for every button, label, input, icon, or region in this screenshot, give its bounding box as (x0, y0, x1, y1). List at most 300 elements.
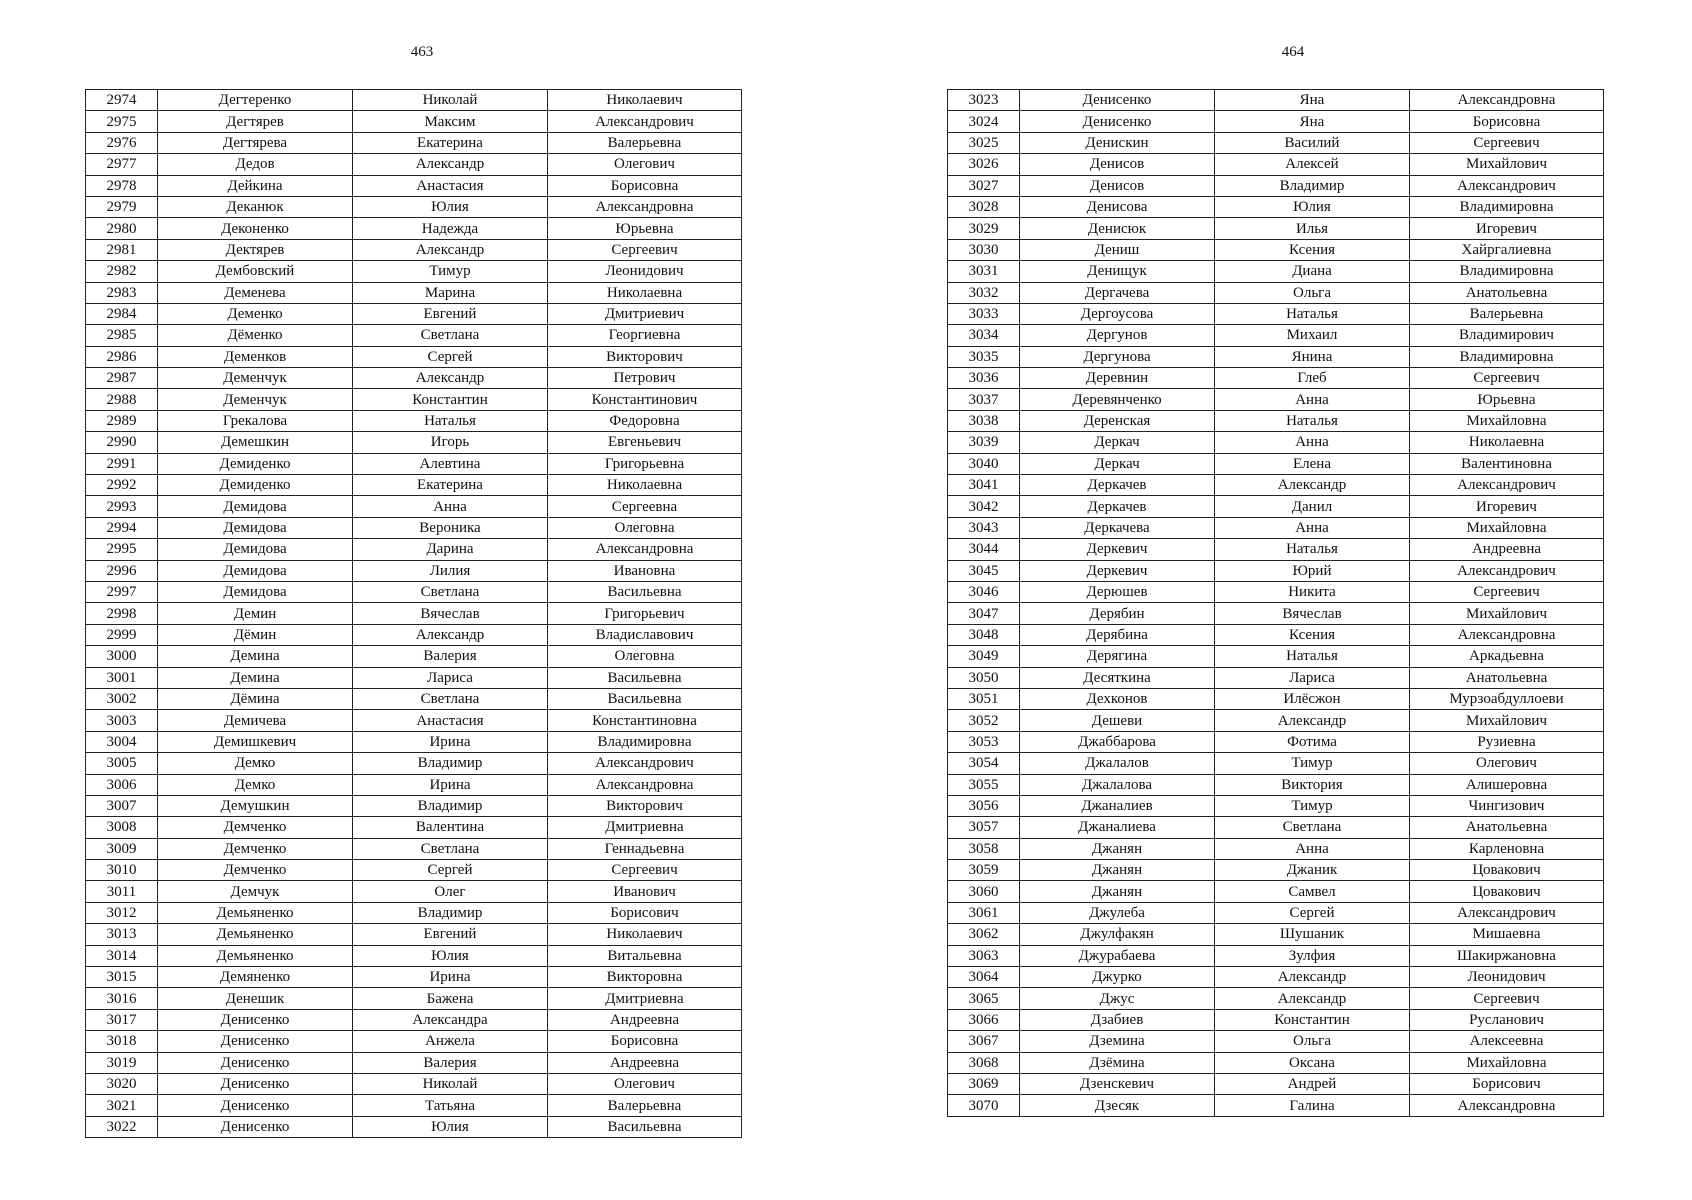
row-number-cell: 3060 (948, 881, 1020, 902)
surname-cell: Дергоусова (1020, 303, 1215, 324)
surname-cell: Дерюшев (1020, 581, 1215, 602)
patronymic-cell: Геннадьевна (548, 838, 742, 859)
row-number-cell: 2979 (86, 196, 158, 217)
surname-cell: Деканюк (158, 196, 353, 217)
patronymic-cell: Чингизович (1410, 795, 1604, 816)
row-number-cell: 3058 (948, 838, 1020, 859)
first-name-cell: Светлана (353, 581, 548, 602)
surname-cell: Джалалов (1020, 753, 1215, 774)
surname-cell: Джаналиева (1020, 817, 1215, 838)
row-number-cell: 3026 (948, 154, 1020, 175)
table-row (86, 154, 742, 175)
row-number-cell: 3023 (948, 90, 1020, 111)
surname-cell: Дехконов (1020, 688, 1215, 709)
first-name-cell: Анастасия (353, 710, 548, 731)
patronymic-cell: Валентиновна (1410, 453, 1604, 474)
surname-cell: Дергунова (1020, 346, 1215, 367)
table-row (86, 282, 742, 303)
table-row (86, 218, 742, 239)
first-name-cell: Сергей (353, 860, 548, 881)
patronymic-cell: Александровна (548, 196, 742, 217)
row-number-cell: 2991 (86, 453, 158, 474)
surname-cell: Деконенко (158, 218, 353, 239)
table-row (948, 175, 1604, 196)
patronymic-cell: Владиславович (548, 624, 742, 645)
first-name-cell: Ирина (353, 731, 548, 752)
row-number-cell: 3000 (86, 646, 158, 667)
first-name-cell: Ольга (1215, 282, 1410, 303)
patronymic-cell: Александрович (1410, 475, 1604, 496)
first-name-cell: Тимур (353, 261, 548, 282)
table-row (948, 560, 1604, 581)
patronymic-cell: Олеговна (548, 517, 742, 538)
table-row (948, 517, 1604, 538)
patronymic-cell: Владимирович (1410, 325, 1604, 346)
surname-cell: Демидова (158, 517, 353, 538)
row-number-cell: 3024 (948, 111, 1020, 132)
patronymic-cell: Федоровна (548, 410, 742, 431)
surname-cell: Дениш (1020, 239, 1215, 260)
table-row (948, 688, 1604, 709)
patronymic-cell: Леонидович (548, 261, 742, 282)
row-number-cell: 2976 (86, 132, 158, 153)
surname-cell: Джаббарова (1020, 731, 1215, 752)
patronymic-cell: Михайлович (1410, 710, 1604, 731)
surname-cell: Деменков (158, 346, 353, 367)
surname-cell: Деревнин (1020, 368, 1215, 389)
table-row (948, 1031, 1604, 1052)
surname-cell: Демченко (158, 817, 353, 838)
row-number-cell: 2996 (86, 560, 158, 581)
patronymic-cell: Сергеевич (1410, 581, 1604, 602)
first-name-cell: Светлана (353, 325, 548, 346)
surname-cell: Грекалова (158, 410, 353, 431)
first-name-cell: Тимур (1215, 753, 1410, 774)
patronymic-cell: Иванович (548, 881, 742, 902)
first-name-cell: Вячеслав (353, 603, 548, 624)
table-row (86, 753, 742, 774)
row-number-cell: 2985 (86, 325, 158, 346)
first-name-cell: Данил (1215, 496, 1410, 517)
patronymic-cell: Олегович (1410, 753, 1604, 774)
patronymic-cell: Цовакович (1410, 881, 1604, 902)
patronymic-cell: Николаевна (548, 282, 742, 303)
surname-cell: Дембовский (158, 261, 353, 282)
patronymic-cell: Дмитриевна (548, 988, 742, 1009)
row-number-cell: 3061 (948, 902, 1020, 923)
surname-cell: Демидова (158, 539, 353, 560)
first-name-cell: Анна (1215, 838, 1410, 859)
surname-cell: Демиденко (158, 453, 353, 474)
surname-cell: Дегтярева (158, 132, 353, 153)
table-row (948, 410, 1604, 431)
row-number-cell: 2992 (86, 475, 158, 496)
patronymic-cell: Алишеровна (1410, 774, 1604, 795)
first-name-cell: Николай (353, 90, 548, 111)
table-row (948, 453, 1604, 474)
surname-cell: Дёменко (158, 325, 353, 346)
table-row (948, 132, 1604, 153)
patronymic-cell: Борисовна (1410, 111, 1604, 132)
row-number-cell: 3050 (948, 667, 1020, 688)
table-row (86, 239, 742, 260)
patronymic-cell: Олегович (548, 1073, 742, 1094)
table-row (948, 368, 1604, 389)
first-name-cell: Ольга (1215, 1031, 1410, 1052)
patronymic-cell: Мурзоабдуллоеви (1410, 688, 1604, 709)
surname-cell: Деркач (1020, 453, 1215, 474)
row-number-cell: 3016 (86, 988, 158, 1009)
surname-cell: Дёмина (158, 688, 353, 709)
row-number-cell: 3022 (86, 1116, 158, 1137)
first-name-cell: Василий (1215, 132, 1410, 153)
surname-cell: Джулеба (1020, 902, 1215, 923)
first-name-cell: Илёсжон (1215, 688, 1410, 709)
patronymic-cell: Дмитриевна (548, 817, 742, 838)
table-row (948, 924, 1604, 945)
patronymic-cell: Сергеевич (1410, 132, 1604, 153)
first-name-cell: Андрей (1215, 1073, 1410, 1094)
first-name-cell: Никита (1215, 581, 1410, 602)
surname-cell: Деркачева (1020, 517, 1215, 538)
patronymic-cell: Борисович (1410, 1073, 1604, 1094)
surname-cell: Дегтярев (158, 111, 353, 132)
first-name-cell: Владимир (353, 902, 548, 923)
first-name-cell: Светлана (1215, 817, 1410, 838)
row-number-cell: 3031 (948, 261, 1020, 282)
table-row (948, 817, 1604, 838)
first-name-cell: Диана (1215, 261, 1410, 282)
surname-cell: Дзесяк (1020, 1095, 1215, 1116)
first-name-cell: Галина (1215, 1095, 1410, 1116)
patronymic-cell: Михайловна (1410, 1052, 1604, 1073)
first-name-cell: Яна (1215, 111, 1410, 132)
patronymic-cell: Васильевна (548, 1116, 742, 1137)
patronymic-cell: Николаевна (548, 475, 742, 496)
patronymic-cell: Аркадьевна (1410, 646, 1604, 667)
row-number-cell: 3004 (86, 731, 158, 752)
table-row (948, 603, 1604, 624)
table-row (86, 667, 742, 688)
patronymic-cell: Петрович (548, 368, 742, 389)
table-row (86, 517, 742, 538)
row-number-cell: 3049 (948, 646, 1020, 667)
surname-cell: Демина (158, 667, 353, 688)
row-number-cell: 2983 (86, 282, 158, 303)
first-name-cell: Марина (353, 282, 548, 303)
patronymic-cell: Алексеевна (1410, 1031, 1604, 1052)
first-name-cell: Самвел (1215, 881, 1410, 902)
first-name-cell: Илья (1215, 218, 1410, 239)
first-name-cell: Александр (353, 624, 548, 645)
row-number-cell: 3037 (948, 389, 1020, 410)
first-name-cell: Александр (1215, 967, 1410, 988)
table-row (948, 967, 1604, 988)
patronymic-cell: Анатольевна (1410, 667, 1604, 688)
surname-cell: Дектярев (158, 239, 353, 260)
surname-cell: Денисенко (158, 1052, 353, 1073)
surname-cell: Деменчук (158, 389, 353, 410)
surname-cell: Дзенскевич (1020, 1073, 1215, 1094)
patronymic-cell: Александровна (1410, 1095, 1604, 1116)
first-name-cell: Анжела (353, 1031, 548, 1052)
table-row (86, 1031, 742, 1052)
table-row (948, 346, 1604, 367)
row-number-cell: 3005 (86, 753, 158, 774)
surname-cell: Деркевич (1020, 539, 1215, 560)
surname-cell: Денисова (1020, 196, 1215, 217)
first-name-cell: Лилия (353, 560, 548, 581)
first-name-cell: Максим (353, 111, 548, 132)
surname-cell: Дешеви (1020, 710, 1215, 731)
row-number-cell: 2977 (86, 154, 158, 175)
row-number-cell: 2988 (86, 389, 158, 410)
row-number-cell: 3012 (86, 902, 158, 923)
row-number-cell: 3056 (948, 795, 1020, 816)
surname-cell: Денешик (158, 988, 353, 1009)
first-name-cell: Наталья (1215, 646, 1410, 667)
patronymic-cell: Александровна (1410, 624, 1604, 645)
row-number-cell: 3025 (948, 132, 1020, 153)
patronymic-cell: Юрьевна (1410, 389, 1604, 410)
surname-cell: Деменчук (158, 368, 353, 389)
first-name-cell: Янина (1215, 346, 1410, 367)
table-row (86, 945, 742, 966)
surname-cell: Демидова (158, 496, 353, 517)
patronymic-cell: Михайлович (1410, 154, 1604, 175)
table-row (86, 111, 742, 132)
surname-cell: Демьяненко (158, 924, 353, 945)
row-number-cell: 3052 (948, 710, 1020, 731)
table-row (86, 475, 742, 496)
table-row (948, 432, 1604, 453)
table-row (948, 731, 1604, 752)
first-name-cell: Виктория (1215, 774, 1410, 795)
row-number-cell: 3057 (948, 817, 1020, 838)
row-number-cell: 3064 (948, 967, 1020, 988)
row-number-cell: 3066 (948, 1009, 1020, 1030)
row-number-cell: 3003 (86, 710, 158, 731)
row-number-cell: 3002 (86, 688, 158, 709)
surname-cell: Дзёмина (1020, 1052, 1215, 1073)
first-name-cell: Фотима (1215, 731, 1410, 752)
row-number-cell: 3009 (86, 838, 158, 859)
patronymic-cell: Григорьевна (548, 453, 742, 474)
table-row (86, 432, 742, 453)
table-row (948, 774, 1604, 795)
first-name-cell: Анна (353, 496, 548, 517)
table-row (948, 218, 1604, 239)
first-name-cell: Надежда (353, 218, 548, 239)
surname-cell: Демидова (158, 581, 353, 602)
patronymic-cell: Шакиржановна (1410, 945, 1604, 966)
patronymic-cell: Андреевна (548, 1052, 742, 1073)
first-name-cell: Евгений (353, 303, 548, 324)
surname-cell: Дерягина (1020, 646, 1215, 667)
first-name-cell: Екатерина (353, 475, 548, 496)
patronymic-cell: Хайргалиевна (1410, 239, 1604, 260)
table-row (86, 90, 742, 111)
row-number-cell: 3039 (948, 432, 1020, 453)
table-row (86, 196, 742, 217)
row-number-cell: 3054 (948, 753, 1020, 774)
surname-cell: Дземина (1020, 1031, 1215, 1052)
first-name-cell: Оксана (1215, 1052, 1410, 1073)
first-name-cell: Дарина (353, 539, 548, 560)
row-number-cell: 2999 (86, 624, 158, 645)
patronymic-cell: Сергеевич (548, 239, 742, 260)
patronymic-cell: Владимировна (1410, 196, 1604, 217)
patronymic-cell: Борисовна (548, 1031, 742, 1052)
patronymic-cell: Васильевна (548, 688, 742, 709)
page-number-left: 463 (410, 44, 434, 60)
patronymic-cell: Дмитриевич (548, 303, 742, 324)
table-row (86, 795, 742, 816)
first-name-cell: Владимир (353, 753, 548, 774)
row-number-cell: 2990 (86, 432, 158, 453)
patronymic-cell: Юрьевна (548, 218, 742, 239)
row-number-cell: 2975 (86, 111, 158, 132)
first-name-cell: Ирина (353, 774, 548, 795)
row-number-cell: 3059 (948, 860, 1020, 881)
surname-cell: Денисенко (158, 1116, 353, 1137)
surname-cell: Дзабиев (1020, 1009, 1215, 1030)
first-name-cell: Бажена (353, 988, 548, 1009)
table-row (948, 196, 1604, 217)
first-name-cell: Игорь (353, 432, 548, 453)
row-number-cell: 3044 (948, 539, 1020, 560)
patronymic-cell: Евгеньевич (548, 432, 742, 453)
surname-cell: Деменко (158, 303, 353, 324)
table-row (948, 753, 1604, 774)
table-row (948, 325, 1604, 346)
patronymic-cell: Валерьевна (1410, 303, 1604, 324)
first-name-cell: Лариса (1215, 667, 1410, 688)
patronymic-cell: Борисовна (548, 175, 742, 196)
surname-cell: Демяненко (158, 967, 353, 988)
table-row (948, 624, 1604, 645)
first-name-cell: Александр (1215, 988, 1410, 1009)
first-name-cell: Юлия (353, 1116, 548, 1137)
patronymic-cell: Валерьевна (548, 1095, 742, 1116)
patronymic-cell: Михайловна (1410, 410, 1604, 431)
row-number-cell: 3021 (86, 1095, 158, 1116)
first-name-cell: Наталья (1215, 303, 1410, 324)
surname-cell: Демченко (158, 838, 353, 859)
first-name-cell: Александр (1215, 475, 1410, 496)
row-number-cell: 3048 (948, 624, 1020, 645)
row-number-cell: 3041 (948, 475, 1020, 496)
surname-cell: Денисенко (158, 1095, 353, 1116)
table-row (86, 860, 742, 881)
row-number-cell: 3069 (948, 1073, 1020, 1094)
table-row (86, 902, 742, 923)
row-number-cell: 3067 (948, 1031, 1020, 1052)
surname-cell: Деменева (158, 282, 353, 303)
first-name-cell: Константин (1215, 1009, 1410, 1030)
row-number-cell: 3035 (948, 346, 1020, 367)
first-name-cell: Юрий (1215, 560, 1410, 581)
patronymic-cell: Олегович (548, 154, 742, 175)
row-number-cell: 2982 (86, 261, 158, 282)
row-number-cell: 2974 (86, 90, 158, 111)
surname-cell: Деркевич (1020, 560, 1215, 581)
table-row (948, 667, 1604, 688)
surname-cell: Денищук (1020, 261, 1215, 282)
table-row (948, 90, 1604, 111)
surname-cell: Демьяненко (158, 945, 353, 966)
table-row (948, 496, 1604, 517)
row-number-cell: 2987 (86, 368, 158, 389)
first-name-cell: Алевтина (353, 453, 548, 474)
table-row (948, 1095, 1604, 1116)
row-number-cell: 3046 (948, 581, 1020, 602)
first-name-cell: Ксения (1215, 624, 1410, 645)
roster-table-left (85, 89, 742, 1138)
row-number-cell: 2995 (86, 539, 158, 560)
surname-cell: Джанян (1020, 881, 1215, 902)
surname-cell: Демушкин (158, 795, 353, 816)
surname-cell: Демешкин (158, 432, 353, 453)
table-row (86, 988, 742, 1009)
table-row (86, 838, 742, 859)
surname-cell: Дёмин (158, 624, 353, 645)
row-number-cell: 3014 (86, 945, 158, 966)
table-row (86, 346, 742, 367)
row-number-cell: 3019 (86, 1052, 158, 1073)
surname-cell: Демчук (158, 881, 353, 902)
patronymic-cell: Александровна (548, 539, 742, 560)
patronymic-cell: Константинович (548, 389, 742, 410)
table-row (948, 282, 1604, 303)
surname-cell: Джурко (1020, 967, 1215, 988)
first-name-cell: Александра (353, 1009, 548, 1030)
patronymic-cell: Цовакович (1410, 860, 1604, 881)
first-name-cell: Тимур (1215, 795, 1410, 816)
table-row (86, 624, 742, 645)
table-row (86, 410, 742, 431)
patronymic-cell: Александрович (1410, 175, 1604, 196)
row-number-cell: 3063 (948, 945, 1020, 966)
first-name-cell: Шушаник (1215, 924, 1410, 945)
table-row (86, 817, 742, 838)
surname-cell: Демченко (158, 860, 353, 881)
patronymic-cell: Карленовна (1410, 838, 1604, 859)
patronymic-cell: Николаевич (548, 90, 742, 111)
patronymic-cell: Васильевна (548, 581, 742, 602)
row-number-cell: 3028 (948, 196, 1020, 217)
row-number-cell: 3038 (948, 410, 1020, 431)
first-name-cell: Александр (353, 368, 548, 389)
first-name-cell: Юлия (353, 196, 548, 217)
first-name-cell: Александр (353, 154, 548, 175)
first-name-cell: Анастасия (353, 175, 548, 196)
patronymic-cell: Константиновна (548, 710, 742, 731)
patronymic-cell: Владимировна (548, 731, 742, 752)
first-name-cell: Ксения (1215, 239, 1410, 260)
first-name-cell: Глеб (1215, 368, 1410, 389)
patronymic-cell: Русланович (1410, 1009, 1604, 1030)
row-number-cell: 3017 (86, 1009, 158, 1030)
surname-cell: Денисенко (158, 1073, 353, 1094)
first-name-cell: Яна (1215, 90, 1410, 111)
surname-cell: Дергунов (1020, 325, 1215, 346)
table-row (86, 325, 742, 346)
surname-cell: Денисов (1020, 154, 1215, 175)
row-number-cell: 2993 (86, 496, 158, 517)
patronymic-cell: Сергеевна (548, 496, 742, 517)
surname-cell: Демишкевич (158, 731, 353, 752)
